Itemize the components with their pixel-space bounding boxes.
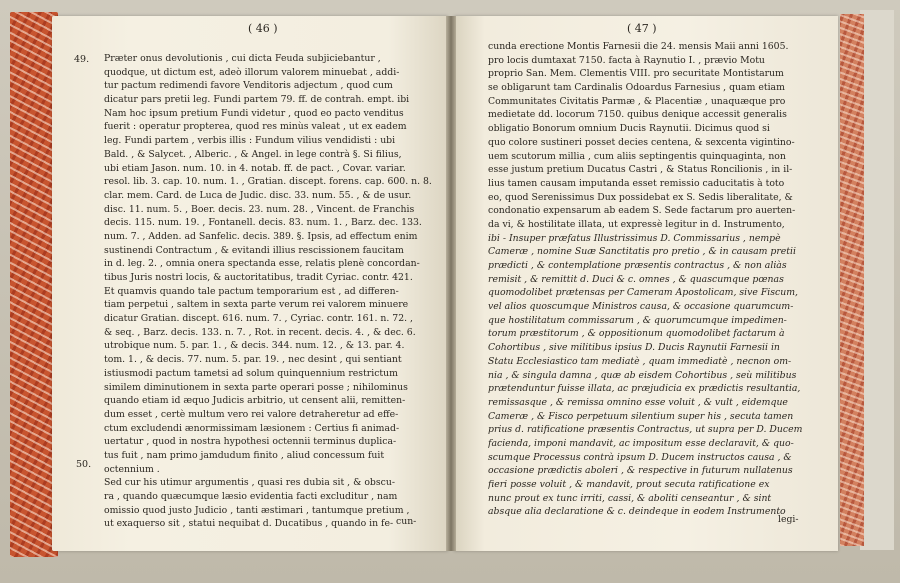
- right-page-line: condonatio expensarum ab eadem S. Sede factarum pro auerten-: [488, 205, 796, 217]
- left-page-line: tiam perpetui , saltem in sexta parte verum rei valorem minuere: [104, 299, 409, 311]
- left-page-line: sustinendi Contractum , & evitandi illius rescissionem faucitam: [104, 244, 404, 256]
- left-page-line: tus fuit , nam primo jamdudum finito , aliud concessum fuit: [104, 449, 385, 461]
- right-page-text: [488, 40, 828, 519]
- left-page-line: Nam hoc ipsum pretium Fundi videtur , quod eo pacto venditus: [104, 107, 404, 119]
- right-page-line: fieri posse voluit , & mandavit, prout secuta ratificatione ex: [488, 479, 770, 490]
- right-page-line: Cameræ , nomine Suæ Sanctitatis pro pretio , & in causam pretii: [488, 246, 796, 258]
- right-page-line: remissasque , & remissa omnino esse voluit , & vult , eidemque: [488, 396, 788, 408]
- right-page-line: prætenduntur fuisse illata, ac præjudicia ex prædictis resultantia,: [488, 383, 801, 395]
- right-page-line: eo, quod Serenissimus Dux possidebat ex S. Sedis liberalitate, &: [488, 191, 793, 203]
- right-page-line: lius tamen causam imputanda esset remissio caducitatis à toto: [488, 177, 785, 189]
- catchword-right: legi-: [778, 514, 799, 525]
- left-page-line: octennium .: [104, 463, 160, 475]
- right-page-line: proprio San. Mem. Clementis VIII. pro securitate Montistarum: [488, 68, 784, 80]
- left-page-line: in d. leg. 2. , omnia onera spectanda esse, relatis plenè concordan-: [104, 258, 420, 270]
- left-page-line: resol. lib. 3. cap. 10. num. 1. , Gratian. discept. forens. cap. 600. n. 8.: [104, 176, 432, 188]
- left-page-line: ra , quando quæcumque læsio evidentia facti excluditur , nam: [104, 491, 398, 502]
- left-page-line: & seq. , Barz. decis. 133. n. 7. , Rot. in recent. decis. 4. , & dec. 6.: [104, 326, 416, 338]
- left-page-line: omissio quod justo Judicio , tanti æstimari , tantumque pretium ,: [104, 504, 410, 516]
- marbled-edge-right: [840, 14, 864, 546]
- left-page-line: dum esset , certè multum vero rei valore detraheretur ad effe-: [104, 408, 399, 420]
- page-number-right: ( 47 ): [627, 22, 657, 35]
- left-page-line: leg. Fundi partem , verbis illis : Fundum vilius vendidisti : ubi: [104, 135, 396, 147]
- right-page-line: esse justum pretium Ducatus Castri , & Status Roncilionis , in il-: [488, 164, 793, 176]
- book-gutter: [446, 16, 456, 551]
- left-page-line: quodque, ut dictum est, adeò illorum valorem minuebat , addi-: [104, 66, 400, 78]
- left-page-line: similem diminutionem in sexta parte operari posse ; nihilominus: [104, 381, 408, 393]
- left-page-line: utrobique num. 5. par. 1. , & decis. 344. num. 12. , & 13. par. 4.: [104, 340, 405, 352]
- right-page-line: vel alios quoscumque Ministros causa, & occasione quarumcum-: [488, 301, 794, 313]
- right-page-line: se obligarunt tam Cardinalis Odoardus Farnesius , quam etiam: [488, 82, 785, 94]
- left-page-line: istiusmodi pactum tametsi ad solum quinquennium restrictum: [104, 367, 398, 379]
- right-page-line: uem scutorum millia , cum aliis septingentis quinquaginta, non: [488, 150, 786, 162]
- right-page-line: occasione prædictis aboleri , & respective in futurum nullatenus: [488, 465, 793, 477]
- right-page-line: da vi, & hostilitate illata, ut expressè legitur in d. Instrumento,: [488, 218, 785, 230]
- page-number-left: ( 46 ): [248, 22, 278, 35]
- catchword-left: cun-: [396, 516, 417, 527]
- left-page-line: decis. 115. num. 19. , Fontanell. decis. 83. num. 1. , Barz. dec. 133.: [104, 217, 422, 229]
- right-page-line: prius d. ratificatione præsentis Contractus, ut supra per D. Ducem: [488, 424, 803, 436]
- left-page-line: uertatur , quod in nostra hypothesi octennii terminus duplica-: [104, 436, 397, 448]
- right-page-line: nia , & singula damna , quæ ab eisdem Cohortibus , seù militibus: [488, 369, 797, 381]
- left-page-text: [104, 52, 440, 531]
- right-page-line: ibi - Insuper præfatus Illustrissimus D. Commissarius , nempè: [488, 232, 781, 244]
- left-page-line: ctum excludendi ænormissimam læsionem : Certius fi animad-: [104, 422, 400, 434]
- right-page-line: medietate dd. locorum 7150. quibus denique accessit generalis: [488, 109, 787, 121]
- right-page-line: remisit , & remittit d. Duci & c. omnes , & quascumque pœnas: [488, 273, 784, 285]
- left-page-line: fuerit : operatur propterea, quod res minùs valeat , ut ex eadem: [104, 121, 407, 133]
- left-page-line: ut exaquerso sit , statui nequibat d. Ducatibus , quando in fe-: [104, 518, 394, 530]
- right-page-line: Communitates Civitatis Parmæ , & Placentiæ , unaquæque pro: [488, 95, 786, 107]
- right-page-line: que hostilitatum commissarum , & quorumcumque impedimen-: [488, 314, 787, 326]
- right-page-line: quomodolibet prætensas per Cameram Apostolicam, sive Fiscum,: [488, 287, 798, 299]
- left-page-line: dicatur pars pretii leg. Fundi partem 79. ff. de contrah. empt. ibi: [104, 94, 410, 106]
- left-page-line: Bald. , & Salycet. , Alberic. , & Angel. in lege contrà §. Si filius,: [104, 148, 402, 160]
- left-page-line: ubi etiam Jason. num. 10. in 4. notab. ff. de pact. , Covar. variar.: [104, 162, 406, 174]
- right-page-line: pro locis dumtaxat 7150. facta à Raynutio I. , prævio Motu: [488, 54, 765, 66]
- marbled-edge-left: [10, 12, 58, 557]
- left-page-line: Præter onus devolutionis , cui dicta Feuda subjiciebantur ,: [104, 53, 381, 64]
- margin-number-50: 50.: [76, 459, 92, 470]
- book-cover-right: [860, 10, 894, 550]
- right-page-line: quo colore sustineri posset decies centena, & sexcenta vigintino-: [488, 136, 795, 148]
- right-page-line: Cameræ , & Fisco perpetuum silentium super his , secuta tamen: [488, 410, 794, 422]
- right-page-line: Cohortibus , sive militibus ipsius D. Ducis Raynutii Farnesii in: [488, 342, 780, 354]
- right-page-line: facienda, imponi mandavit, ac impositum esse declaravit, & quo-: [488, 437, 794, 449]
- right-page-line: prædicti , & contemplatione præsentis contractus , & non aliàs: [488, 260, 787, 271]
- right-page-line: nunc prout ex tunc irriti, cassi, & aboliti censeantur , & sint: [488, 492, 772, 504]
- left-page-line: Sed cur his utimur argumentis , quasi res dubia sit , & obscu-: [104, 477, 395, 489]
- left-page-line: num. 7. , Adden. ad Sanfelic. decis. 389. §. Ipsis, ad effectum enim: [104, 230, 418, 242]
- left-page-line: clar. mem. Card. de Luca de Judic. disc. 33. num. 55. , & de usur.: [104, 189, 412, 201]
- margin-number-49: 49.: [74, 54, 90, 65]
- right-page-line: scumque Processus contrà ipsum D. Ducem instructos causa , &: [488, 451, 792, 463]
- left-page-line: tibus Juris nostri locis, & auctoritatibus, tradit Cyriac. contr. 421.: [104, 272, 413, 283]
- right-page-line: obligatio Bonorum omnium Ducis Raynutii. Dicimus quod si: [488, 123, 770, 135]
- right-page-line: absque alia declaratione & c. deindeque in eodem Instrumento: [488, 506, 786, 518]
- left-page-line: dicatur Gratian. discept. 616. num. 7. , Cyriac. contr. 161. n. 72. ,: [104, 313, 414, 325]
- left-page-line: tom. 1. , & decis. 77. num. 5. par. 19. , nec desint , qui sentiant: [104, 354, 402, 366]
- left-page-line: tur pactum redimendi favore Venditoris adjectum , quod cum: [104, 80, 393, 92]
- left-page-line: disc. 11. num. 5. , Boer. decis. 23. num. 28. , Vincent. de Franchis: [104, 203, 415, 215]
- right-page-line: torum præstitorum , & oppositionum quomodolibet factarum à: [488, 328, 785, 340]
- left-page-line: quando etiam id æquo Judicis arbitrio, ut censent alii, remitten-: [104, 395, 406, 407]
- left-page-line: Et quamvis quando tale pactum temporarium est , ad differen-: [104, 285, 399, 297]
- right-page-line: Statu Ecclesiastico tam mediatè , quam immediatè , necnon om-: [488, 355, 792, 367]
- right-page-line: cunda erectione Montis Farnesii die 24. mensis Maii anni 1605.: [488, 41, 789, 52]
